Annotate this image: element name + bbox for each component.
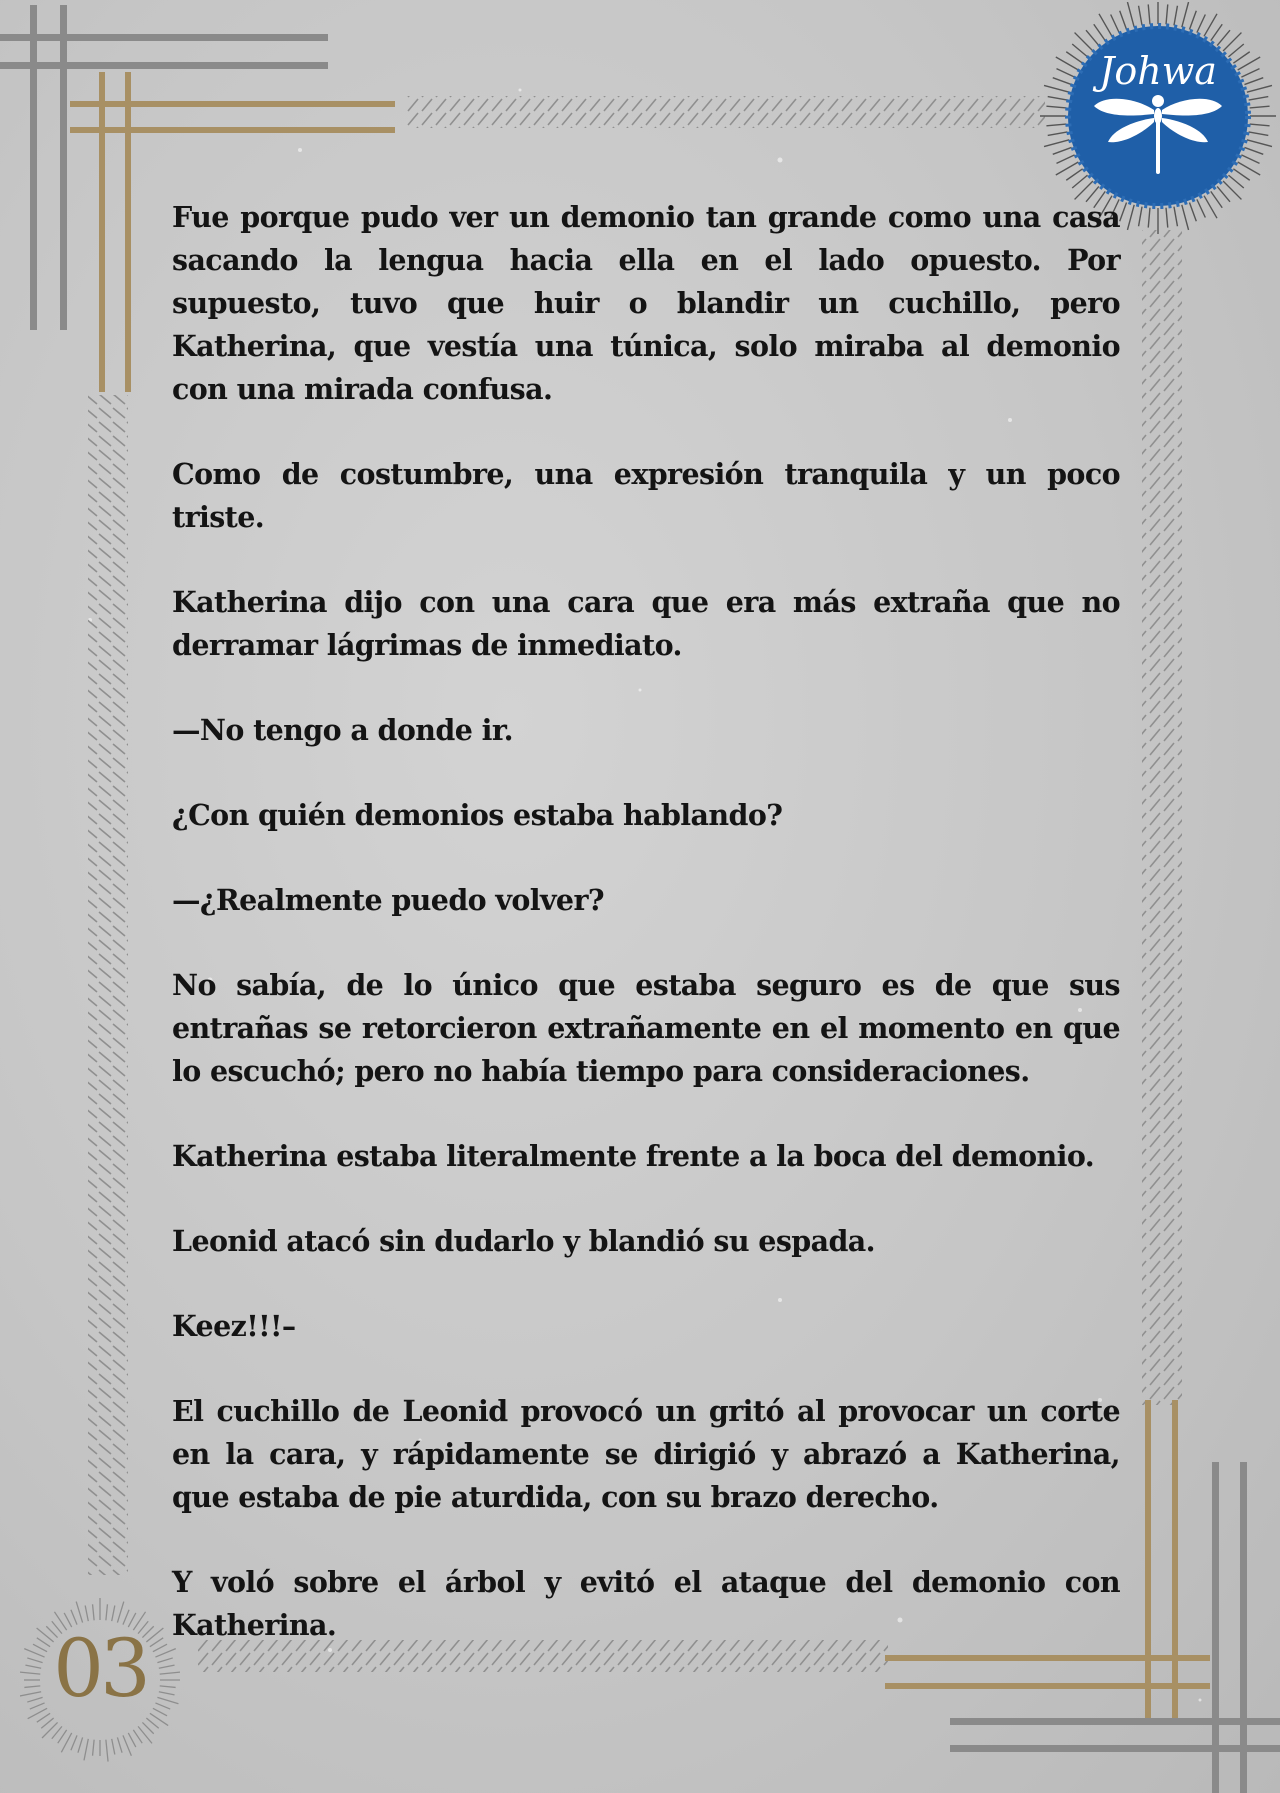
paragraph: Leonid atacó sin dudarlo y blandió su espada. [172,1224,875,1258]
paragraph: Keez!!!– [172,1309,296,1343]
paragraph: —No tengo a donde ir. [172,713,513,747]
paragraph: Katherina estaba literalmente frente a la boca del demonio. [172,1139,1095,1173]
paragraph: No sabía, de lo único que estaba seguro es de que sus entrañas se retorcieron extrañamente en el momento en que lo escuchó; pero no había tiempo para consideraciones. [172,968,1120,1088]
hatch-left [88,395,128,1575]
page-number-badge [20,1580,180,1770]
paragraph: —¿Realmente puedo volver? [172,883,604,917]
paragraph: ¿Con quién demonios estaba hablando? [172,798,783,832]
paragraph: Fue porque pudo ver un demonio tan grande como una casa sacando la lengua hacia ella en el lado opuesto. Por supuesto, tuvo que huir o blandir un cuchillo, pero Katherina, que vestía una túnica, solo miraba al demonio con una mirada confusa. [172,200,1120,406]
hatch-right [1142,230,1182,1405]
paragraph: El cuchillo de Leonid provocó un gritó al provocar un corte en la cara, y rápidamente se dirigió y abrazó a Katherina, que estaba de pie aturdida, con su brazo derecho. [172,1394,1120,1514]
paragraph: Katherina dijo con una cara que era más extraña que no derramar lágrimas de inmediato. [172,585,1120,662]
paragraph: Como de costumbre, una expresión tranquila y un poco triste. [172,457,1120,534]
hatch-top [405,96,1045,128]
story-text [172,196,1120,1689]
page-number: 03 [53,1622,147,1715]
paragraph: Y voló sobre el árbol y evitó el ataque del demonio con Katherina. [172,1565,1120,1642]
logo-text: Johwa [1099,49,1217,93]
